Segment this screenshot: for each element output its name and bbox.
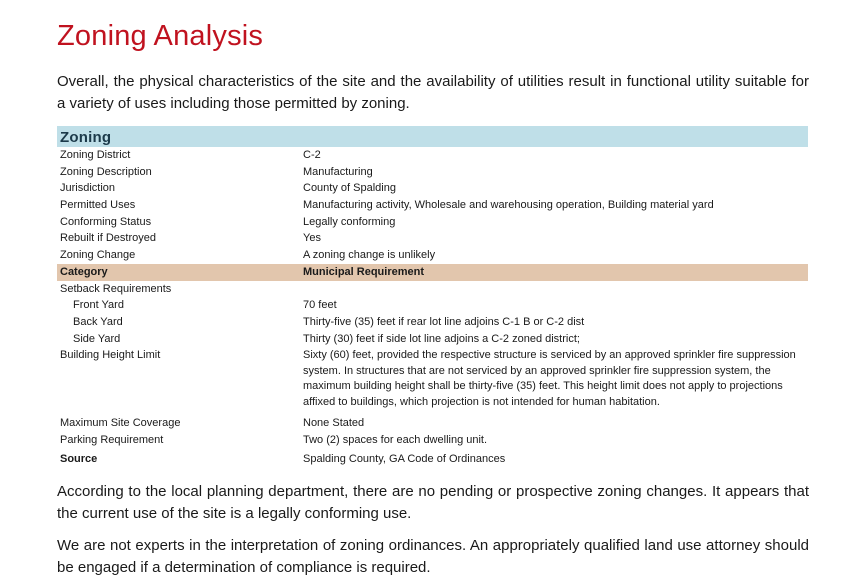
table-row — [57, 180, 808, 197]
disclaimer-paragraph: We are not experts in the interpretation of zoning ordinances. An appropriately qualified land use attorney should be engaged if a determination of compliance is required. — [57, 537, 809, 576]
table-row — [57, 347, 808, 415]
height-limit-value: Sixty (60) feet, provided the respective structure is serviced by an approved sprinkler fire suppression system. In structures that are not serviced by an approved sprinkler fire suppression system, the maximum building height shall be thirty-five (35) feet. This height limit does not apply to projections affixed to buildings, which projection is not intended for human habitation. — [303, 349, 796, 409]
row-label: Permitted Uses — [60, 199, 136, 212]
setback-row — [57, 281, 808, 298]
row-label: Zoning District — [60, 149, 131, 161]
side-yard-label: Side Yard — [73, 332, 121, 345]
category-row — [57, 264, 808, 281]
zoning-changes-paragraph: According to the local planning department, there are no pending or prospective zoning changes. It appears that the current use of the site is a legally conforming use. — [57, 483, 809, 522]
table-row — [57, 297, 808, 314]
front-yard-label: Front Yard — [73, 299, 124, 312]
row-value: County of Spalding — [303, 182, 396, 195]
setback-label: Setback Requirements — [60, 282, 172, 295]
back-yard-value: Thirty-five (35) feet if rear lot line adjoins C-1 B or C-2 dist — [303, 315, 585, 328]
page-title: Zoning Analysis — [57, 20, 264, 52]
category-value: Municipal Requirement — [303, 265, 425, 278]
row-label: Zoning Change — [60, 249, 136, 262]
row-label: Conforming Status — [60, 215, 152, 228]
side-yard-value: Thirty (30) feet if side lot line adjoins a C-2 zoned district; — [303, 332, 580, 345]
parking-label: Parking Requirement — [60, 433, 164, 446]
intro-paragraph: Overall, the physical characteristics of the site and the availability of utilities result in functional utility suitable for a variety of uses including those permitted by zoning. — [57, 73, 809, 112]
table-row — [57, 314, 808, 331]
source-row — [57, 449, 808, 469]
zoning-table — [57, 126, 808, 469]
table-header: Zoning — [57, 126, 808, 147]
front-yard-value: 70 feet — [303, 299, 337, 312]
row-value: A zoning change is unlikely — [303, 249, 436, 262]
table-row — [57, 147, 808, 164]
row-label: Jurisdiction — [60, 182, 116, 195]
table-row — [57, 415, 808, 432]
row-value: C-2 — [303, 149, 321, 161]
row-value: Legally conforming — [303, 215, 396, 228]
back-yard-label: Back Yard — [73, 315, 123, 328]
table-row — [57, 331, 808, 348]
source-label: Source — [60, 452, 98, 465]
table-row — [57, 214, 808, 231]
site-coverage-label: Maximum Site Coverage — [60, 417, 181, 430]
table-row — [57, 432, 808, 449]
table-row — [57, 230, 808, 247]
row-label: Zoning Description — [60, 165, 152, 178]
row-value: Yes — [303, 232, 321, 245]
parking-value: Two (2) spaces for each dwelling unit. — [303, 433, 488, 446]
table-row — [57, 247, 808, 264]
table-row — [57, 164, 808, 181]
row-value: Manufacturing activity, Wholesale and warehousing operation, Building material yard — [303, 199, 714, 212]
row-label: Rebuilt if Destroyed — [60, 232, 156, 245]
category-label: Category — [60, 265, 108, 278]
row-value: Manufacturing — [303, 165, 373, 178]
site-coverage-value: None Stated — [303, 417, 365, 430]
table-row — [57, 197, 808, 214]
height-limit-label: Building Height Limit — [60, 349, 161, 362]
source-value: Spalding County, GA Code of Ordinances — [303, 452, 506, 465]
